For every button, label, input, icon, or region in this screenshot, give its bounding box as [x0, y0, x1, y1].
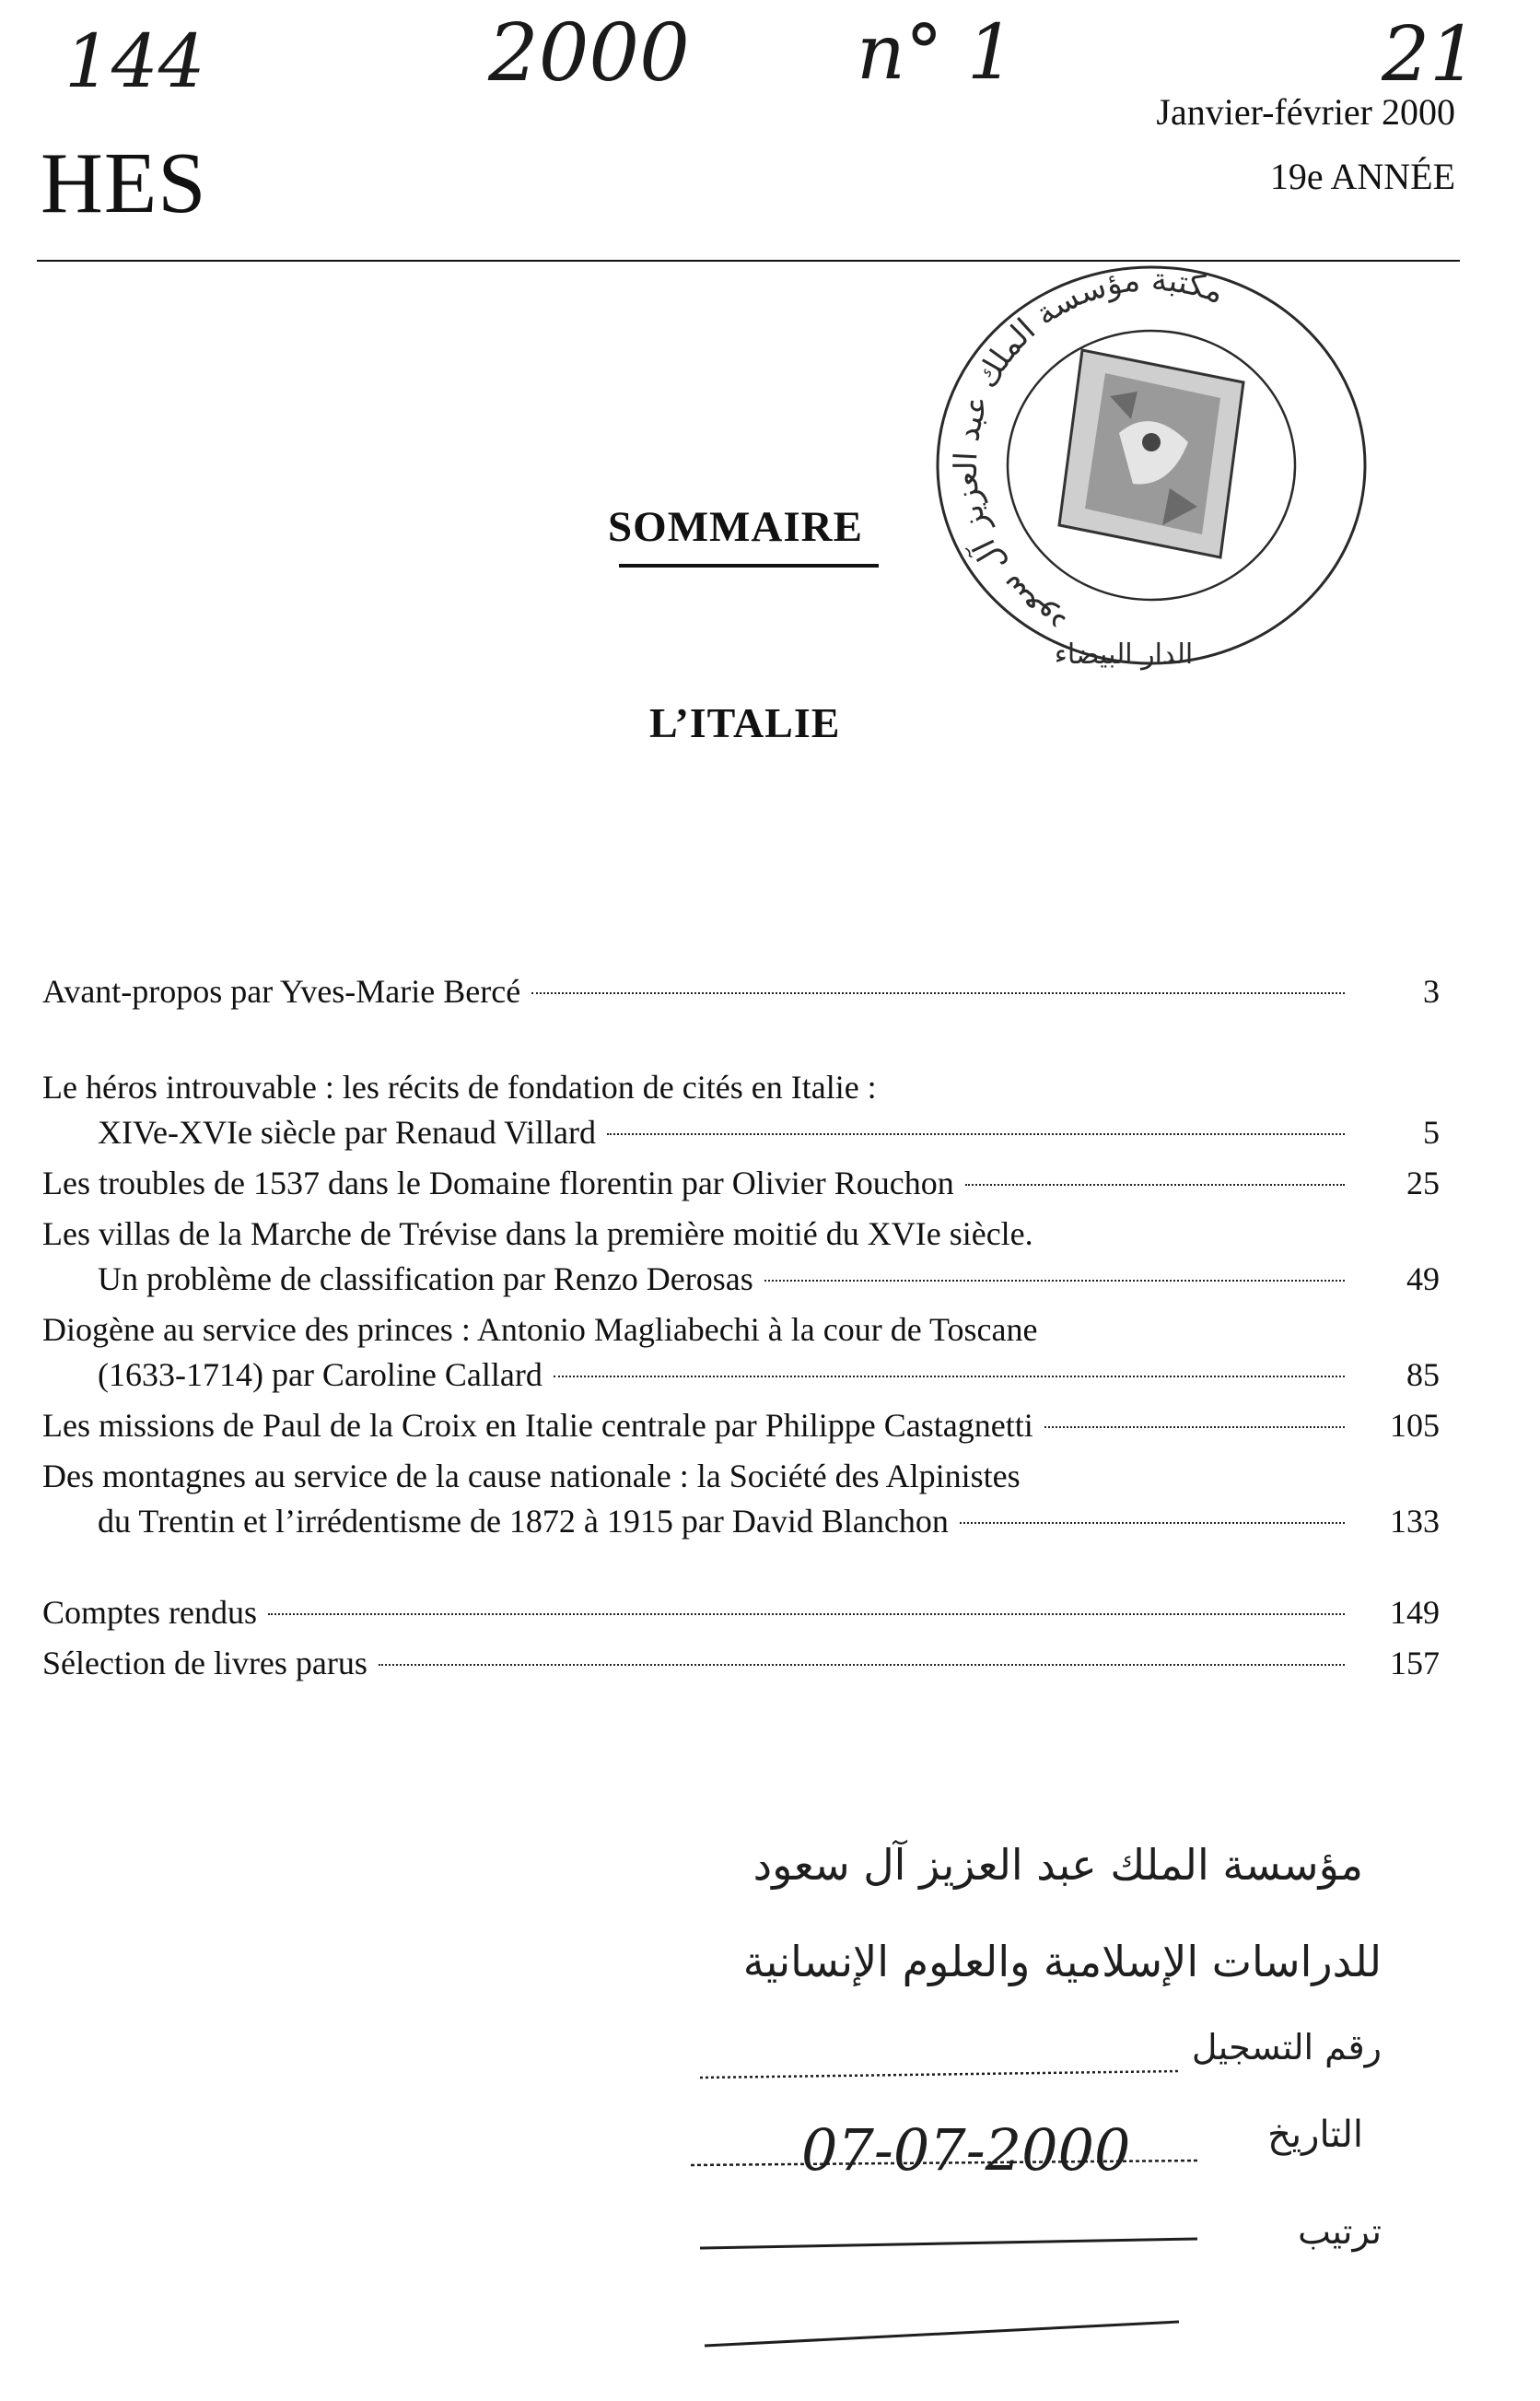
register-stamp — [682, 1806, 1400, 2377]
toc-page-number: 157 — [1390, 1645, 1440, 1681]
toc-entry-line — [42, 1353, 1440, 1398]
toc-page-number: 133 — [1390, 1503, 1440, 1540]
toc-entry — [42, 1065, 1440, 1155]
toc-entry-title: Les missions de Paul de la Croix en Italie centrale par Philippe Castagnetti — [42, 1407, 1033, 1444]
toc-entry-line — [42, 1403, 1440, 1448]
dot-leader — [268, 1613, 1345, 1615]
toc-entry-title: Diogène au service des princes : Antonio Magliabechi à la cour de Toscane — [42, 1311, 1038, 1348]
toc-entry-line — [42, 1257, 1440, 1302]
toc-entry — [42, 1590, 1440, 1635]
stamp-ring-text: مكتبة مؤسسة الملك عبد العزيز آل سعود — [948, 261, 1230, 644]
toc-entry — [42, 1641, 1440, 1686]
toc-entry — [42, 1403, 1440, 1448]
toc-entry-line — [42, 1065, 1440, 1110]
toc-entry-line — [42, 1590, 1440, 1635]
dot-leader — [764, 1280, 1345, 1282]
toc-entry — [42, 1161, 1440, 1206]
toc-section — [42, 1065, 1440, 1544]
toc-entry-title: Comptes rendus — [42, 1594, 257, 1631]
toc-entry-title: Un problème de classification par Renzo Derosas — [98, 1260, 753, 1297]
journal-code: HES — [41, 135, 207, 231]
toc-entry-title: Le héros introuvable : les récits de fondation de cités en Italie : — [42, 1069, 877, 1106]
toc-entry-title: Sélection de livres parus — [42, 1645, 368, 1681]
toc-entry-title: du Trentin et l’irrédentisme de 1872 à 1915 par David Blanchon — [98, 1503, 949, 1540]
toc-entry-title: XIVe-XVIe siècle par Renaud Villard — [98, 1114, 596, 1151]
toc-entry-line — [42, 1641, 1440, 1686]
toc-page-number: 85 — [1406, 1356, 1440, 1393]
issue-date: Janvier-février 2000 — [1156, 91, 1455, 133]
toc-entry — [42, 1307, 1440, 1398]
toc-entry-line — [42, 969, 1440, 1014]
toc-page-number: 3 — [1423, 973, 1440, 1010]
toc-section — [42, 1590, 1440, 1686]
toc-entry — [42, 1212, 1440, 1302]
toc-entry — [42, 1454, 1440, 1544]
toc-entry — [42, 969, 1440, 1014]
issue-year: 19e ANNÉE — [1269, 156, 1455, 197]
dot-leader — [531, 992, 1345, 994]
toc-entry-title: Les troubles de 1537 dans le Domaine florentin par Olivier Rouchon — [42, 1165, 954, 1201]
toc-heading-underline — [619, 564, 879, 568]
dot-leader — [379, 1664, 1345, 1666]
handwritten-number: 144 — [64, 18, 205, 104]
dot-leader — [965, 1184, 1345, 1186]
toc-entry-line — [42, 1499, 1440, 1544]
dot-leader — [960, 1522, 1345, 1524]
register-institution-line1: مؤسسة الملك عبد العزيز آل سعود — [752, 1840, 1363, 1890]
handwritten-issue-number: n° 1 — [857, 9, 1016, 97]
toc-entry-line — [42, 1454, 1440, 1499]
register-order-label: ترتيب — [1298, 2211, 1382, 2252]
issue-theme: L’ITALIE — [649, 699, 841, 746]
handwritten-ref: 21 — [1382, 11, 1478, 99]
toc-page-number: 49 — [1406, 1260, 1440, 1297]
handwritten-year: 2000 — [488, 7, 690, 100]
stamp-city-text: الدار البيضاء — [1054, 638, 1194, 671]
toc-entry-title: (1633-1714) par Caroline Callard — [98, 1356, 542, 1393]
table-of-contents — [42, 969, 1440, 1686]
register-date-label: التاريخ — [1267, 2114, 1363, 2156]
toc-entry-line — [42, 1212, 1440, 1257]
register-number-label: رقم التسجيل — [1191, 2027, 1382, 2067]
toc-entry-title: Les villas de la Marche de Trévise dans la première moitié du XVIe siècle. — [42, 1215, 1033, 1252]
toc-entry-line — [42, 1307, 1440, 1353]
toc-entry-line — [42, 1110, 1440, 1155]
toc-page-number: 149 — [1390, 1594, 1440, 1631]
dot-leader — [607, 1133, 1345, 1135]
register-date-value: 07-07-2000 — [801, 2116, 1131, 2184]
dot-leader — [554, 1376, 1345, 1377]
dot-leader — [1044, 1426, 1345, 1428]
toc-entry-title: Des montagnes au service de la cause nationale : la Société des Alpinistes — [42, 1458, 1021, 1494]
toc-page-number: 105 — [1390, 1407, 1440, 1444]
toc-page-number: 5 — [1423, 1114, 1440, 1151]
register-institution-line2: للدراسات الإسلامية والعلوم الإنسانية — [742, 1937, 1382, 1986]
toc-page-number: 25 — [1406, 1165, 1440, 1201]
toc-entry-line — [42, 1161, 1440, 1206]
toc-entry-title: Avant-propos par Yves-Marie Bercé — [42, 973, 521, 1010]
toc-section — [42, 969, 1440, 1014]
stamp-emblem — [1059, 350, 1243, 557]
toc-heading: SOMMAIRE — [608, 503, 863, 551]
library-stamp — [921, 258, 1382, 691]
